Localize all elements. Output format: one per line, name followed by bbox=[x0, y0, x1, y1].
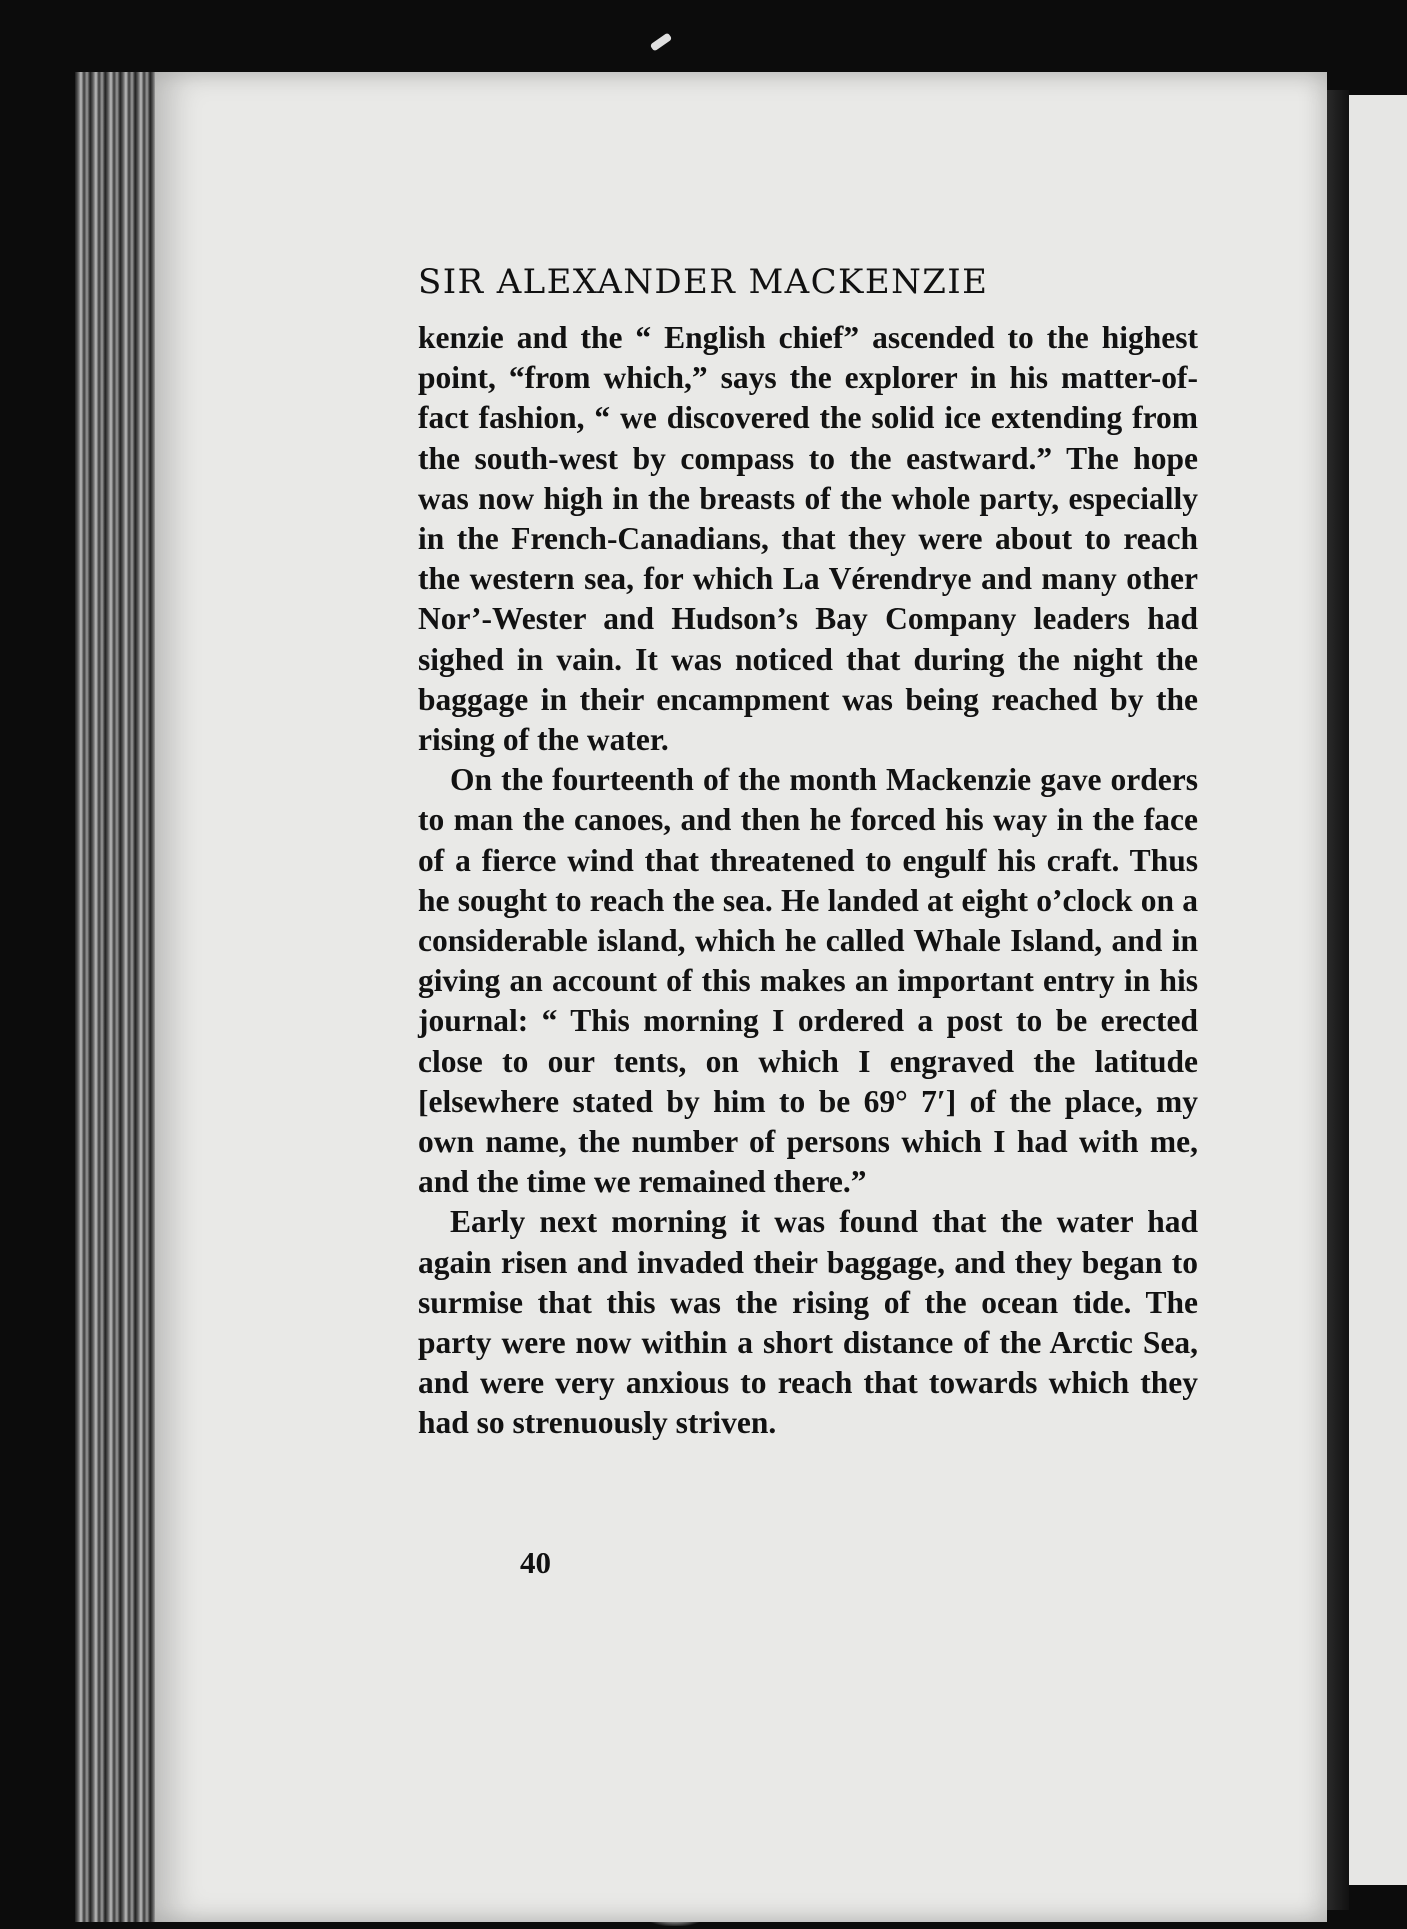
paragraph-2: On the fourteenth of the month Mackenzie gave orders to man the canoes, and then he forced his way in the face of a fierce wind that threatened to engulf his craft. Thus he sought to reach the sea. He landed at eight o’clock on a considerable island, which he called Whale Island, and in giving an account of this makes an important entry in his journal: “ This morning I ordered a post to be erected close to our tents, on which I engraved the latitude [elsewhere stated by him to be 69° 7′] of the place, my own name, the number of persons which I had with me, and the time we remained there.” bbox=[418, 762, 1198, 1200]
body-text bbox=[418, 318, 1198, 1444]
paragraph-3: Early next morning it was found that the water had again risen and invaded their baggage, and they began to surmise that this was the rising of the ocean tide. The party were now within a short distance of the Arctic Sea, and were very anxious to reach that towards which they had so strenuously striven. bbox=[418, 1204, 1198, 1441]
facing-page-edge bbox=[1349, 95, 1407, 1885]
page-number: 40 bbox=[520, 1545, 551, 1580]
scan-mark bbox=[650, 32, 673, 51]
running-head: SIR ALEXANDER MACKENZIE bbox=[418, 262, 989, 302]
book-gutter bbox=[1327, 90, 1349, 1910]
paragraph-1: kenzie and the “ English chief” ascended to the highest point, “from which,” says the explorer in his matter-of-fact fashion, “ we discovered the solid ice extending from the south-west by compass to the eastward.” The hope was now high in the breasts of the whole party, especially in the French-Canadians, that they were about to reach the western sea, for which La Vérendrye and many other Nor’-Wester and Hudson’s Bay Company leaders had sighed in vain. It was noticed that during the night the baggage in their encampment was being reached by the rising of the water. bbox=[418, 320, 1198, 758]
